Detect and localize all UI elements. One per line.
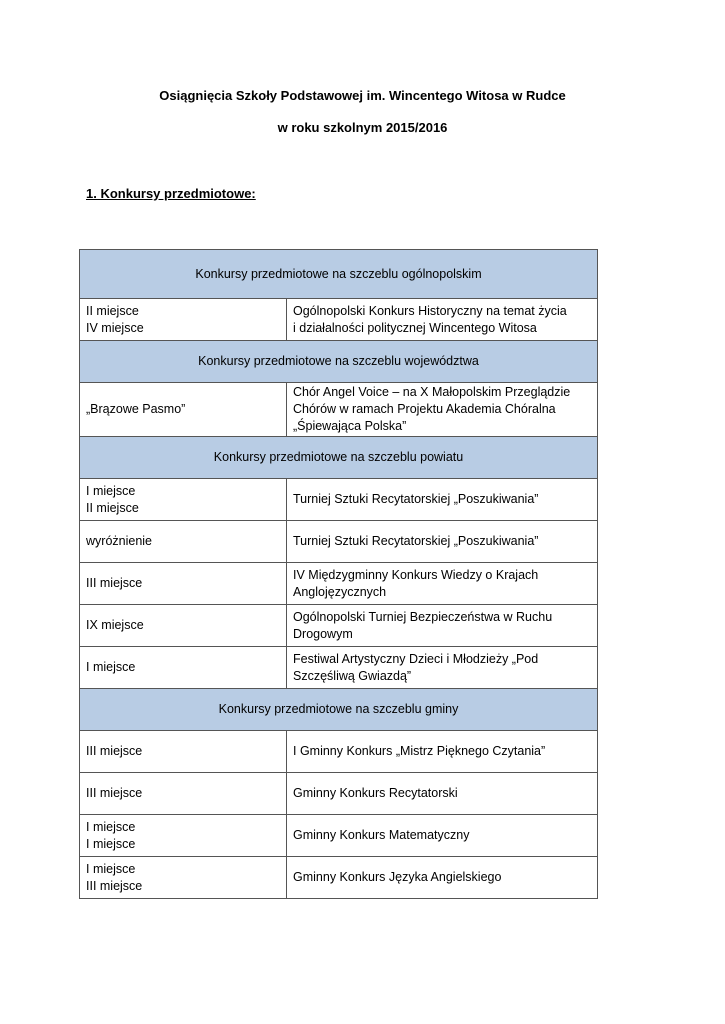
place-cell bbox=[80, 563, 287, 605]
contest-line: Festiwal Artystyczny Dzieci i Młodzieży „Pod bbox=[293, 651, 539, 666]
contest-cell bbox=[287, 857, 598, 899]
table-row bbox=[80, 521, 598, 563]
place-line: I miejsce bbox=[86, 483, 136, 498]
contest-cell bbox=[287, 521, 598, 563]
place-line: IV miejsce bbox=[86, 320, 144, 335]
place-cell bbox=[80, 647, 287, 689]
place-cell bbox=[80, 605, 287, 647]
group-header-voivodeship: Konkursy przedmiotowe na szczeblu województwa bbox=[80, 341, 598, 383]
group-header-county: Konkursy przedmiotowe na szczeblu powiatu bbox=[80, 437, 598, 479]
contest-line: Turniej Sztuki Recytatorskiej „Poszukiwania” bbox=[293, 534, 539, 548]
contest-line: Gminny Konkurs Recytatorski bbox=[293, 786, 458, 800]
section-heading: 1. Konkursy przedmiotowe: bbox=[86, 186, 256, 201]
place-cell bbox=[80, 299, 287, 341]
place-line: III miejsce bbox=[86, 786, 143, 800]
place-line: II miejsce bbox=[86, 500, 139, 515]
place-line: I miejsce bbox=[86, 819, 136, 834]
contest-cell bbox=[287, 563, 598, 605]
place-cell bbox=[80, 815, 287, 857]
place-line: I miejsce bbox=[86, 660, 136, 674]
contest-line: I Gminny Konkurs „Mistrz Pięknego Czytania” bbox=[293, 744, 546, 758]
group-header-row bbox=[80, 250, 598, 299]
place-line: „Brązowe Pasmo” bbox=[86, 402, 186, 416]
table-row bbox=[80, 773, 598, 815]
contest-line: i działalności politycznej Wincentego Witosa bbox=[293, 320, 537, 335]
contest-cell bbox=[287, 815, 598, 857]
place-line: I miejsce bbox=[86, 836, 136, 851]
place-line: IX miejsce bbox=[86, 618, 144, 632]
table-row bbox=[80, 563, 598, 605]
table-row bbox=[80, 299, 598, 341]
group-header-row bbox=[80, 689, 598, 731]
contest-line: Ogólnopolski Konkurs Historyczny na temat życia bbox=[293, 303, 567, 318]
contest-line: Gminny Konkurs Języka Angielskiego bbox=[293, 870, 502, 884]
place-cell bbox=[80, 773, 287, 815]
contest-line: Anglojęzycznych bbox=[293, 584, 387, 599]
place-line: III miejsce bbox=[86, 576, 143, 590]
group-header-row bbox=[80, 437, 598, 479]
table-row bbox=[80, 731, 598, 773]
contest-cell bbox=[287, 479, 598, 521]
contest-line: Drogowym bbox=[293, 626, 353, 641]
contest-cell bbox=[287, 383, 598, 437]
contest-line: IV Międzygminny Konkurs Wiedzy o Krajach bbox=[293, 567, 539, 582]
contest-cell bbox=[287, 773, 598, 815]
table-row bbox=[80, 605, 598, 647]
table-row bbox=[80, 383, 598, 437]
document-title: Osiągnięcia Szkoły Podstawowej im. Wincentego Witosa w Rudce bbox=[159, 88, 566, 103]
contest-line: Gminny Konkurs Matematyczny bbox=[293, 828, 470, 842]
place-cell bbox=[80, 857, 287, 899]
contest-cell bbox=[287, 605, 598, 647]
achievements-table bbox=[79, 249, 598, 899]
table-row bbox=[80, 647, 598, 689]
group-header-row bbox=[80, 341, 598, 383]
place-line: III miejsce bbox=[86, 744, 143, 758]
contest-line: Chórów w ramach Projektu Akademia Chóralna bbox=[293, 402, 556, 416]
group-header-commune: Konkursy przedmiotowe na szczeblu gminy bbox=[80, 689, 598, 731]
table-row bbox=[80, 815, 598, 857]
contest-line: Chór Angel Voice – na X Małopolskim Przeglądzie bbox=[293, 385, 571, 399]
place-line: I miejsce bbox=[86, 861, 136, 876]
contest-cell bbox=[287, 299, 598, 341]
contest-cell bbox=[287, 731, 598, 773]
place-cell bbox=[80, 731, 287, 773]
group-header-national: Konkursy przedmiotowe na szczeblu ogólnopolskim bbox=[80, 250, 598, 299]
school-year-subtitle: w roku szkolnym 2015/2016 bbox=[277, 120, 448, 135]
place-cell bbox=[80, 383, 287, 437]
contest-line: Turniej Sztuki Recytatorskiej „Poszukiwania” bbox=[293, 492, 539, 506]
place-line: III miejsce bbox=[86, 878, 143, 893]
table-row bbox=[80, 857, 598, 899]
contest-cell bbox=[287, 647, 598, 689]
place-cell bbox=[80, 479, 287, 521]
place-cell bbox=[80, 521, 287, 563]
contest-line: „Śpiewająca Polska” bbox=[293, 419, 407, 433]
place-line: II miejsce bbox=[86, 303, 139, 318]
table-row bbox=[80, 479, 598, 521]
contest-line: Szczęśliwą Gwiazdą” bbox=[293, 668, 412, 683]
contest-line: Ogólnopolski Turniej Bezpieczeństwa w Ruchu bbox=[293, 609, 553, 624]
place-line: wyróżnienie bbox=[86, 534, 153, 548]
